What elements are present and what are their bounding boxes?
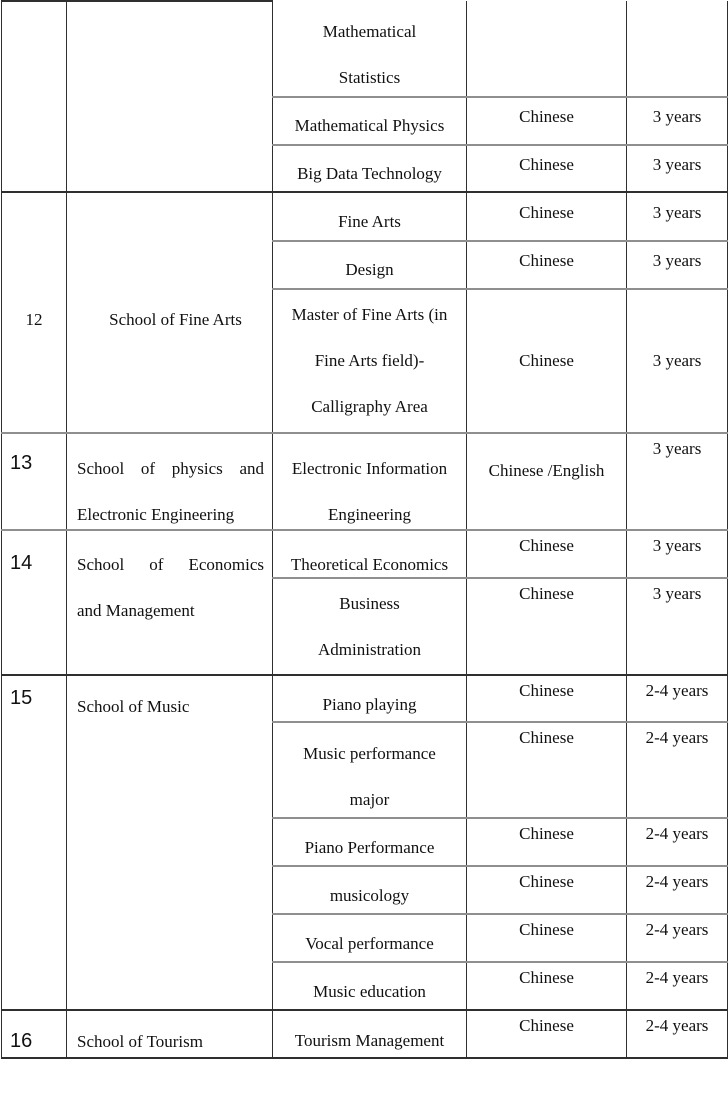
language-text: Chinese: [519, 251, 574, 270]
duration-text: 2-4 years: [645, 968, 709, 987]
programs-table: [1, 0, 728, 1059]
language-text: Chinese: [519, 1016, 574, 1035]
table-row: [2, 675, 728, 722]
cell-duration: [627, 818, 728, 866]
duration-text: 3 years: [652, 584, 702, 603]
cell-language: [467, 578, 627, 675]
table-row: [2, 1010, 728, 1058]
program-line: Tourism Management: [294, 1031, 445, 1050]
cell-language: [467, 1010, 627, 1058]
program-line: Fine Arts field)-: [314, 351, 425, 370]
school-line: School of Tourism: [77, 1032, 203, 1051]
cell-duration: [627, 866, 728, 914]
cell-duration: [627, 962, 728, 1010]
language-text: Chinese: [519, 824, 574, 843]
cell-program: [273, 1010, 467, 1058]
language-text: Chinese /English: [488, 460, 605, 480]
cell-language: [467, 192, 627, 241]
no-text: 14: [10, 552, 33, 574]
cell-duration: [627, 1010, 728, 1058]
program-line: Fine Arts: [338, 211, 401, 231]
cell-language: [467, 1, 627, 97]
cell-language: [467, 241, 627, 289]
cell-language: [467, 433, 627, 530]
table-row: [2, 192, 728, 241]
school-line: School of Fine Arts: [109, 309, 242, 329]
cell-no: [2, 530, 67, 675]
language-text: Chinese: [519, 728, 574, 747]
cell-language: [467, 145, 627, 192]
cell-program: [273, 578, 467, 675]
program-line: Design: [345, 260, 394, 279]
language-text: Chinese: [519, 920, 574, 939]
duration-text: 2-4 years: [645, 872, 709, 891]
school-line: Electronic Engineering: [77, 504, 235, 524]
cell-duration: [627, 578, 728, 675]
cell-language: [467, 866, 627, 914]
cell-no: [2, 433, 67, 530]
program-line: Master of Fine Arts (in: [291, 305, 448, 324]
cell-school: [67, 192, 273, 433]
duration-text: 3 years: [652, 202, 702, 222]
cell-program: [273, 289, 467, 433]
cell-program: [273, 433, 467, 530]
duration-text: 2-4 years: [645, 728, 709, 747]
language-text: Chinese: [519, 351, 574, 370]
cell-program: [273, 97, 467, 145]
cell-duration: [627, 675, 728, 722]
program-line: Theoretical Economics: [290, 555, 449, 574]
cell-duration: [627, 241, 728, 289]
cell-no: [2, 675, 67, 1010]
cell-program: [273, 866, 467, 914]
school-line: School of physics and: [77, 458, 264, 478]
cell-school: [67, 1010, 273, 1058]
cell-program: [273, 192, 467, 241]
cell-language: [467, 818, 627, 866]
duration-text: 3 years: [652, 439, 702, 458]
program-line: Piano Performance: [304, 838, 435, 857]
school-line: School of Music: [77, 697, 190, 716]
cell-duration: [627, 722, 728, 818]
duration-text: 3 years: [652, 107, 702, 126]
cell-language: [467, 675, 627, 722]
cell-program: [273, 145, 467, 192]
language-text: Chinese: [519, 872, 574, 891]
cell-program: [273, 914, 467, 962]
cell-duration: [627, 914, 728, 962]
program-line: Statistics: [338, 67, 401, 87]
language-text: Chinese: [519, 107, 574, 126]
no-text: 16: [10, 1030, 33, 1052]
duration-text: 2-4 years: [645, 681, 709, 700]
cell-duration: [627, 97, 728, 145]
no-text: 12: [25, 309, 43, 329]
table-row: [2, 530, 728, 578]
cell-language: [467, 530, 627, 578]
program-line: Music education: [313, 982, 426, 1001]
language-text: Chinese: [519, 968, 574, 987]
cell-duration: [627, 192, 728, 241]
cell-duration: [627, 145, 728, 192]
program-line: Music performance: [303, 744, 436, 763]
cell-program: [273, 962, 467, 1010]
table-row: [2, 433, 728, 530]
cell-duration: [627, 1, 728, 97]
cell-duration: [627, 433, 728, 530]
program-line: musicology: [329, 886, 410, 905]
program-line: Engineering: [327, 504, 412, 524]
cell-program: [273, 1, 467, 97]
language-text: Chinese: [519, 584, 574, 603]
language-text: Chinese: [519, 202, 574, 222]
duration-text: 2-4 years: [645, 824, 709, 843]
program-line: Electronic Information: [291, 458, 448, 478]
duration-text: 2-4 years: [645, 1016, 709, 1035]
duration-text: 3 years: [652, 351, 702, 370]
language-text: Chinese: [519, 154, 574, 174]
cell-school: [67, 675, 273, 1010]
cell-no: [2, 1, 67, 192]
language-text: Chinese: [519, 681, 574, 700]
school-line: School of Economics: [77, 555, 264, 574]
cell-program: [273, 675, 467, 722]
language-text: Chinese: [519, 536, 574, 555]
program-line: Business: [339, 593, 400, 613]
program-line: Big Data Technology: [297, 163, 442, 183]
table-row: [2, 1, 728, 97]
school-line: and Management: [77, 601, 195, 620]
cell-school: [67, 530, 273, 675]
cell-language: [467, 962, 627, 1010]
program-line: Mathematical Physics: [294, 116, 445, 135]
cell-language: [467, 289, 627, 433]
cell-program: [273, 241, 467, 289]
cell-program: [273, 722, 467, 818]
duration-text: 3 years: [652, 536, 702, 555]
program-line: major: [349, 790, 390, 809]
cell-school: [67, 433, 273, 530]
duration-text: 2-4 years: [645, 920, 709, 939]
no-text: 13: [10, 452, 33, 474]
program-line: Mathematical: [322, 21, 417, 41]
cell-duration: [627, 289, 728, 433]
cell-language: [467, 914, 627, 962]
duration-text: 3 years: [652, 251, 702, 270]
program-line: Vocal performance: [305, 934, 434, 953]
cell-language: [467, 97, 627, 145]
cell-language: [467, 722, 627, 818]
cell-no: [2, 1010, 67, 1058]
duration-text: 3 years: [652, 154, 702, 174]
cell-duration: [627, 530, 728, 578]
cell-school: [67, 1, 273, 192]
cell-no: [2, 192, 67, 433]
program-line: Piano playing: [322, 695, 417, 714]
program-line: Administration: [318, 639, 421, 659]
no-text: 15: [10, 687, 33, 709]
program-line: Calligraphy Area: [311, 397, 428, 416]
cell-program: [273, 530, 467, 578]
cell-program: [273, 818, 467, 866]
